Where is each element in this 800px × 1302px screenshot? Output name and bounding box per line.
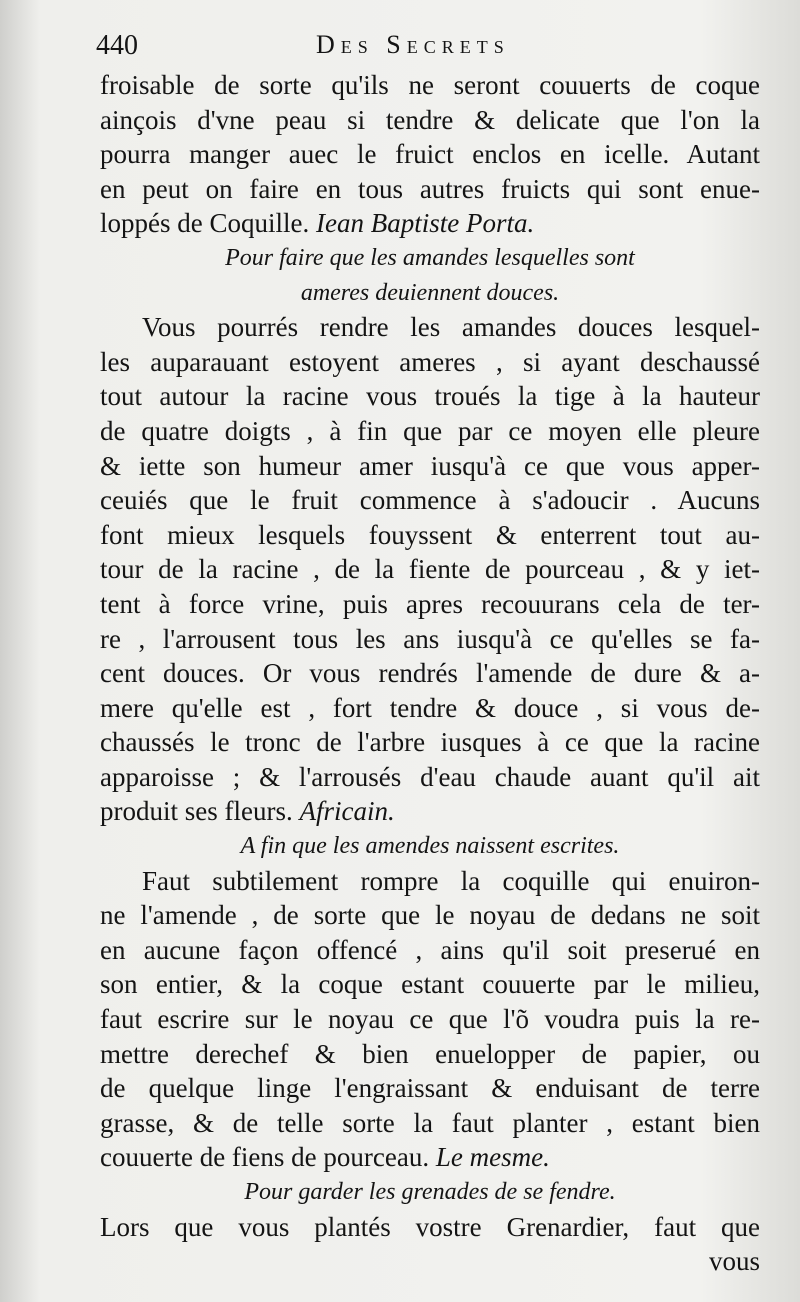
text-line: tent à force vrine, puis apres recouurans cela de ter-	[100, 588, 760, 619]
text-line: cent douces. Or vous rendrés l'amende de dure & a-	[100, 658, 760, 689]
section-heading: A fin que les amendes naissent escrites.	[240, 833, 620, 860]
text-line: mettre derechef & bien enuelopper de papier, ou	[100, 1038, 760, 1069]
text-line: en aucune façon offencé , ains qu'il soit preserué en	[100, 934, 760, 965]
text-line	[100, 206, 760, 241]
page-header	[96, 30, 716, 70]
text-line: faut escrire sur le noyau ce que l'õ voudra puis la re-	[100, 1004, 760, 1035]
author-attribution: Le mesme.	[435, 1142, 550, 1173]
text-line: froisable de sorte qu'ils ne seront couuerts de coque	[100, 70, 760, 100]
page-number: 440	[96, 30, 138, 61]
text-line: apparoisse ; & l'arrousés d'eau chaude auant qu'il ait	[100, 761, 760, 792]
text-line: & iette son humeur amer iusqu'à ce que vous apper-	[100, 450, 760, 481]
text-body	[100, 68, 760, 1279]
text-line: ceuiés que le fruit commence à s'adoucir . Aucuns	[100, 485, 760, 516]
text-line: ne l'amende , de sorte que le noyau de dedans ne soit	[100, 900, 760, 931]
text-line: tour de la racine , de la fiente de pourceau , & y iet-	[100, 554, 760, 585]
catchword: vous	[708, 1246, 760, 1277]
text-segment: couuerte de fiens de pourceau.	[100, 1142, 430, 1173]
text-line: de quatre doigts , à fin que par ce moyen elle pleure	[100, 415, 760, 446]
text-line: re , l'arrousent tous les ans iusqu'à ce qu'elles se fa-	[100, 623, 760, 654]
text-line: Vous pourrés rendre les amandes douces lesquel-	[142, 312, 760, 343]
text-segment: produit ses fleurs.	[100, 796, 293, 827]
text-line: Faut subtilement rompre la coquille qui enuiron-	[142, 865, 760, 896]
text-line: pourra manger auec le fruict enclos en icelle. Autant	[100, 139, 760, 170]
section-heading: ameres deuiennent douces.	[300, 279, 560, 306]
section-heading: Pour garder les grenades de se fendre.	[244, 1179, 616, 1205]
text-line: de quelque linge l'engraissant & enduisant de terre	[100, 1073, 760, 1104]
text-line: grasse, & de telle sorte la faut planter , estant bien	[100, 1107, 760, 1138]
text-line	[100, 794, 760, 829]
text-line: chaussés le tronc de l'arbre iusques à ce que la racine	[100, 727, 760, 758]
text-line: Lors que vous plantés vostre Grenardier, faut que	[100, 1211, 760, 1242]
text-line: son entier, & la coque estant couuerte par le milieu,	[100, 969, 760, 1000]
text-line: mere qu'elle est , fort tendre & douce , si vous de-	[100, 692, 760, 723]
author-attribution: Africain.	[299, 796, 395, 827]
text-line: les auparauant estoyent ameres , si ayant deschaussé	[100, 346, 760, 377]
text-line: font mieux lesquels fouyssent & enterrent tout au-	[100, 519, 760, 550]
section-heading: Pour faire que les amandes lesquelles sont	[225, 244, 635, 271]
text-line: tout autour la racine vous troués la tige à la hauteur	[100, 381, 760, 412]
text-segment: loppés de Coquille.	[100, 208, 310, 239]
text-line	[100, 1140, 760, 1175]
text-line: ainçois d'vne peau si tendre & delicate que l'on la	[100, 104, 760, 135]
author-attribution: Iean Baptiste Porta.	[315, 208, 535, 239]
running-title: Des Secrets	[316, 30, 510, 59]
text-line: en peut on faire en tous autres fruicts qui sont enue-	[100, 173, 760, 204]
